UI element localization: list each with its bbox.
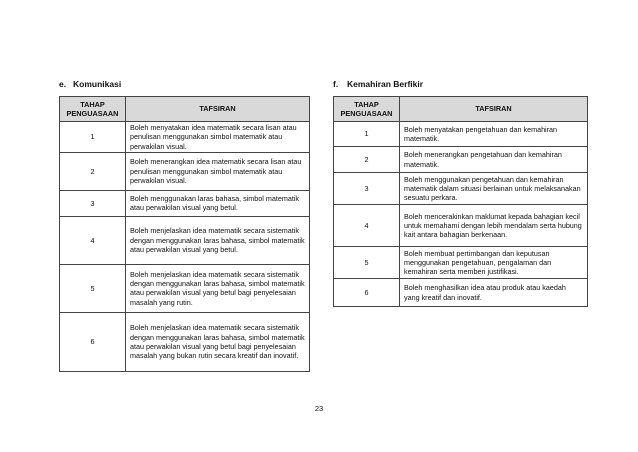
table-row bbox=[334, 173, 588, 205]
level-cell: 6 bbox=[60, 312, 126, 371]
rubric-table-kemahiran-berfikir bbox=[333, 96, 588, 307]
rubric-table-komunikasi bbox=[59, 96, 310, 372]
level-cell: 1 bbox=[60, 122, 126, 153]
section-e-heading bbox=[59, 79, 121, 89]
description-cell: Boleh membuat pertimbangan dan keputusan menggunakan pengetahuan, pengalaman dan kemahiran serta memberi justifikasi. bbox=[400, 247, 588, 279]
level-cell: 3 bbox=[334, 173, 400, 205]
table-row bbox=[60, 122, 310, 153]
description-cell: Boleh mencerakinkan maklumat kepada bahagian kecil untuk memahami dengan lebih mendalam serta hubung kait antara bahagian berkenaan. bbox=[400, 205, 588, 247]
column-header-desc: TAFSIRAN bbox=[126, 97, 310, 122]
description-cell: Boleh menjelaskan idea matematik secara sistematik dengan menggunakan laras bahasa, simbol matematik atau perwakilan visual yang betul. bbox=[126, 216, 310, 264]
description-cell: Boleh menerangkan pengetahuan dan kemahiran matematik. bbox=[400, 147, 588, 173]
level-cell: 4 bbox=[60, 216, 126, 264]
column-header-desc: TAFSIRAN bbox=[400, 97, 588, 122]
section-f-letter: f. bbox=[333, 79, 339, 89]
column-header-level: TAHAP PENGUASAAN bbox=[334, 97, 400, 122]
description-cell: Boleh menghasilkan idea atau produk atau kaedah yang kreatif dan inovatif. bbox=[400, 279, 588, 307]
page-number: 23 bbox=[314, 404, 324, 413]
level-cell: 5 bbox=[334, 247, 400, 279]
section-e-title: Komunikasi bbox=[73, 79, 122, 89]
section-f-title: Kemahiran Berfikir bbox=[347, 79, 424, 89]
table-row bbox=[334, 147, 588, 173]
level-cell: 6 bbox=[334, 279, 400, 307]
section-e-letter: e. bbox=[59, 79, 67, 89]
table-row bbox=[334, 247, 588, 279]
description-cell: Boleh menerangkan idea matematik secara lisan atau penulisan menggunakan simbol matematik atau perwakilan visual. bbox=[126, 152, 310, 190]
column-header-level: TAHAP PENGUASAAN bbox=[60, 97, 126, 122]
description-cell: Boleh menggunakan laras bahasa, simbol matematik atau perwakilan visual yang betul. bbox=[126, 190, 310, 216]
description-cell: Boleh menjelaskan idea matematik secara sistematik dengan menggunakan laras bahasa, simbol matematik atau perwakilan visual yang betul bagi penyelesaian masalah yang rutin. bbox=[126, 264, 310, 312]
level-cell: 2 bbox=[334, 147, 400, 173]
level-cell: 3 bbox=[60, 190, 126, 216]
table-row bbox=[334, 205, 588, 247]
table-row bbox=[334, 122, 588, 147]
table-row bbox=[60, 152, 310, 190]
description-cell: Boleh menyatakan pengetahuan dan kemahiran matematik. bbox=[400, 122, 588, 147]
table-row bbox=[60, 216, 310, 264]
description-cell: Boleh menyatakan idea matematik secara lisan atau penulisan menggunakan simbol matematik atau perwakilan visual. bbox=[126, 122, 310, 153]
table-row bbox=[334, 279, 588, 307]
section-f-heading bbox=[333, 79, 423, 89]
level-cell: 2 bbox=[60, 152, 126, 190]
table-row bbox=[60, 190, 310, 216]
level-cell: 5 bbox=[60, 264, 126, 312]
table-row bbox=[60, 264, 310, 312]
level-cell: 1 bbox=[334, 122, 400, 147]
description-cell: Boleh menggunakan pengetahuan dan kemahiran matematik dalam situasi berlainan untuk melaksanakan sesuatu perkara. bbox=[400, 173, 588, 205]
description-cell: Boleh menjelaskan idea matematik secara sistematik dengan menggunakan laras bahasa, simbol matematik atau perwakilan visual yang betul bagi penyelesaian masalah yang bukan rutin secara kreatif dan inovatif. bbox=[126, 312, 310, 371]
level-cell: 4 bbox=[334, 205, 400, 247]
table-row bbox=[60, 312, 310, 371]
